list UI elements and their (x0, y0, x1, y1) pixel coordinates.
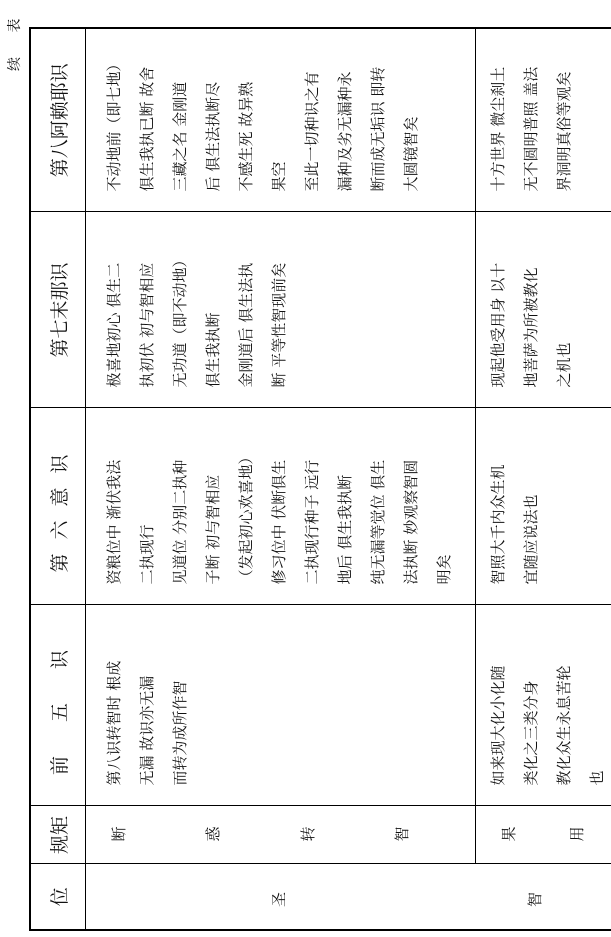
row-duan-huo-zhuan-zhi (86, 28, 476, 930)
rule-char: 用 (568, 826, 586, 842)
rule-char: 转 (299, 826, 317, 842)
rule-char: 果 (500, 826, 518, 842)
rule-chars-1 (86, 807, 475, 864)
position-cell (86, 864, 611, 930)
continued-label: 续 表 (7, 8, 23, 71)
yogacara-table (29, 27, 611, 931)
header-row (30, 28, 86, 930)
position-labels (86, 865, 611, 930)
header-di-qi-mo-na-shi: 第七末那识 (30, 212, 86, 408)
di-liu-cell-2: 智照大千内众生机 宜随应说法也 (476, 408, 611, 605)
position-label-zhi: 智 (526, 891, 544, 907)
header-position: 位 (30, 864, 86, 930)
header-di-liu-yi-shi: 第六意识 (30, 408, 86, 605)
rule-chars-2 (476, 807, 611, 864)
header-di-ba-a-lai-ye-shi: 第八阿赖耶识 (30, 28, 86, 212)
di-liu-cell-1: 资粮位中 渐伏我法 二执现行 见道位 分别二执种 子断 初与智相应 （发起初心欢喜地） 修习位中 伏断俱生 二执现行种子 远行 地后 俱生我执断 纯无漏等觉位 俱生 法执断 妙观察智圆 明矣 (86, 408, 476, 605)
rule-char: 断 (110, 826, 128, 842)
header-rules: 规矩 (30, 806, 86, 864)
rule-char: 智 (393, 826, 411, 842)
di-ba-cell-2: 十方世界 微尘刹土 无不圆明普照 盖法 界洞明真俗等观矣 (476, 28, 611, 212)
di-ba-cell-1: 不动地前（即七地） 俱生我执已断 故舍 三藏之名 金刚道 后 俱生法执断尽 不感生死 故异熟 果空 至此一切种识之有 漏种及劣无漏种永 断而成无垢识 即转 大圆镜智矣 (86, 28, 476, 212)
rule-char: 惑 (204, 826, 222, 842)
di-qi-cell-2: 现起他受用身 以十 地菩萨为所被教化 之机也 (476, 212, 611, 408)
di-qi-cell-1: 极喜地初心 俱生二 执初伏 初与智相应 无功道（即不动地） 俱生我执断 金刚道后 俱生法执 断 平等性智现前矣 (86, 212, 476, 408)
rule-cell-2 (476, 806, 611, 864)
qian-wu-shi-cell-1: 第八识转智时 根成 无漏 故识亦无漏 而转为成所作智 (86, 605, 476, 806)
qian-wu-shi-cell-2: 如来现大化小化随 类化之三类分身 教化众生永息苦轮 也 (476, 605, 611, 806)
header-qian-wu-shi: 前 五 识 (30, 605, 86, 806)
row-guo-yong (476, 28, 611, 930)
rule-cell-1 (86, 806, 476, 864)
position-label-sheng: 圣 (270, 891, 288, 907)
